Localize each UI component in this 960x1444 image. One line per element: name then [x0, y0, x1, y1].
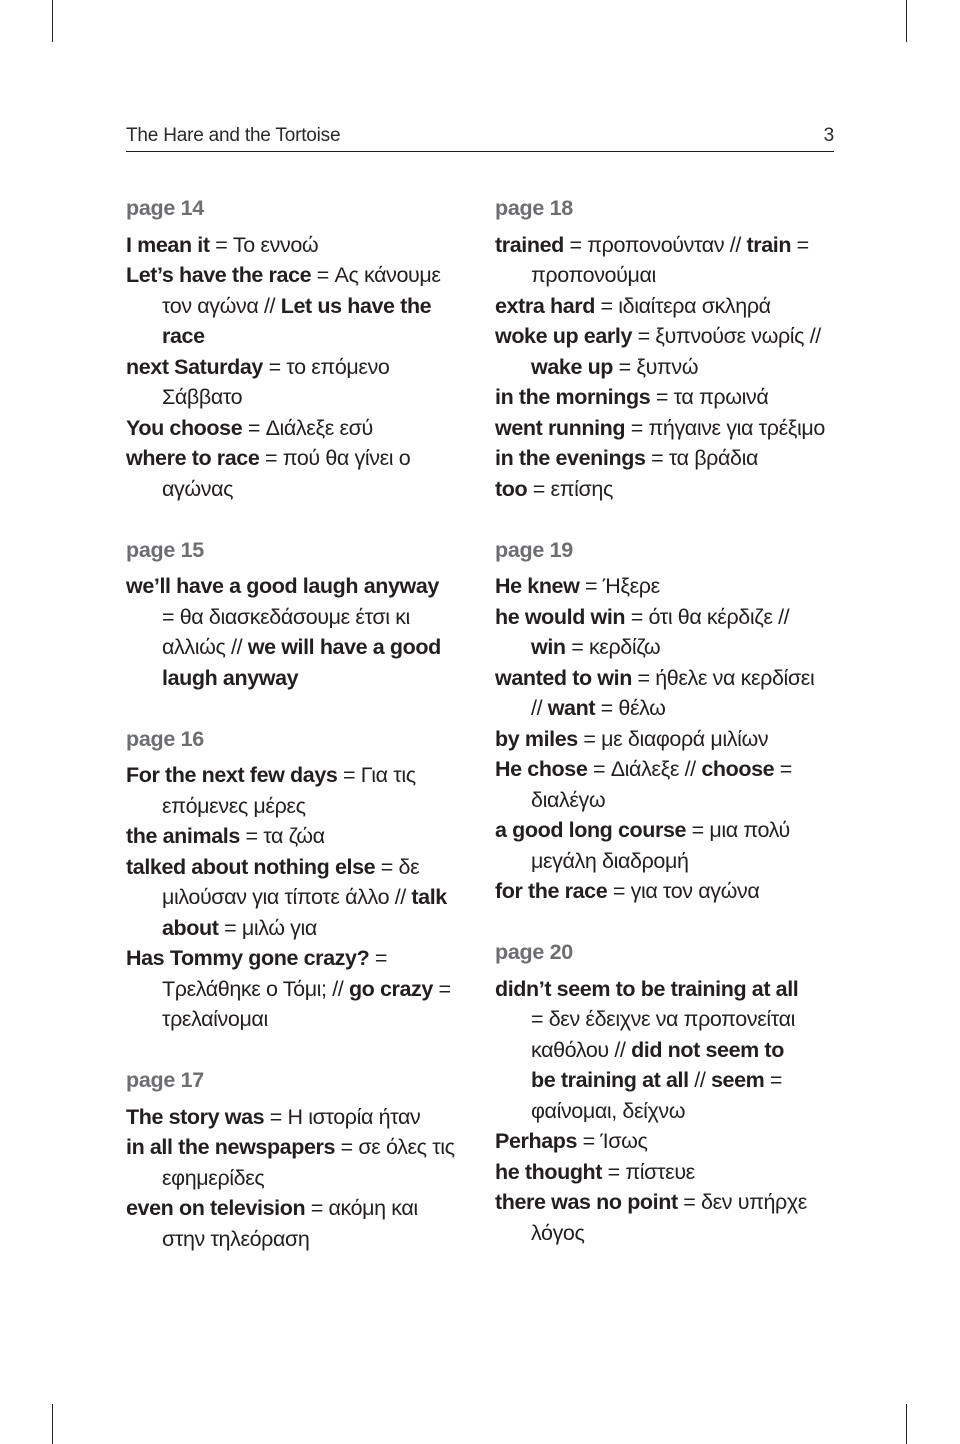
glossary-term: Perhaps: [495, 1129, 578, 1153]
glossary-term: race: [162, 324, 205, 348]
glossary-term: about: [162, 915, 219, 940]
glossary-term: win: [531, 635, 566, 659]
glossary-line: [126, 291, 476, 322]
glossary-translation: = ακόμη και: [305, 1196, 418, 1220]
glossary-line: [495, 352, 845, 383]
glossary-term: in the evenings: [495, 446, 646, 470]
glossary-translation: μεγάλη διαδρομή: [531, 848, 689, 873]
glossary-term: we’ll have a good laugh anyway: [126, 574, 439, 598]
glossary-line: [495, 663, 845, 694]
glossary-translation: = Διάλεξε //: [587, 757, 702, 781]
glossary-translation: = προπονούνταν //: [563, 232, 747, 257]
glossary-line: [495, 474, 845, 505]
glossary-line: [495, 1004, 845, 1035]
glossary-line: [495, 815, 845, 846]
glossary-term: You choose: [126, 415, 243, 440]
glossary-translation: = πίστευε: [602, 1159, 695, 1184]
glossary-line: [126, 821, 476, 852]
glossary-term: in the mornings: [495, 385, 651, 409]
glossary-term: next Saturday: [126, 354, 263, 379]
glossary-line: [495, 754, 845, 785]
glossary-translation: = Διάλεξε εσύ: [242, 415, 373, 440]
glossary-line: [495, 260, 845, 291]
glossary-translation: = πήγαινε για τρέξιμο: [625, 415, 825, 440]
glossary-line: [126, 852, 476, 883]
glossary-translation: = Για τις: [337, 763, 416, 787]
glossary-line: [126, 260, 476, 291]
glossary-translation: = τα ζώα: [239, 824, 325, 848]
glossary-term: he would win: [495, 604, 626, 629]
glossary-line: [126, 1004, 476, 1035]
glossary-term: we will have a good: [247, 635, 441, 659]
glossary-line: [126, 571, 476, 602]
glossary-translation: λόγος: [531, 1220, 585, 1245]
glossary-term: train: [746, 232, 792, 257]
glossary-translation: προπονούμαι: [531, 263, 656, 287]
crop-mark-bottom-left: [52, 1404, 53, 1444]
glossary-line: [126, 321, 476, 352]
glossary-translation: = μια πολύ: [686, 818, 790, 842]
glossary-term: wake up: [531, 354, 614, 379]
glossary-line: [495, 632, 845, 663]
glossary-section: [495, 193, 845, 504]
glossary-line: [126, 1193, 476, 1224]
glossary-section: [126, 724, 476, 1035]
glossary-translation: = το επόμενο: [263, 354, 390, 379]
glossary-translation: = ότι θα κέρδιζε //: [625, 604, 790, 629]
crop-mark-bottom-right: [906, 1404, 907, 1444]
page-number: 3: [823, 125, 834, 146]
glossary-term: there was no point: [495, 1190, 678, 1214]
glossary-translation: αλλιώς //: [162, 635, 248, 659]
glossary-term: he thought: [495, 1159, 603, 1184]
glossary-line: [495, 321, 845, 352]
glossary-term: the animals: [126, 824, 240, 848]
glossary-term: by miles: [495, 726, 578, 751]
glossary-translation: = τα πρωινά: [650, 385, 769, 409]
glossary-term: He knew: [495, 574, 580, 598]
glossary-translation: = ιδιαίτερα σκληρά: [594, 293, 771, 318]
glossary-term: too: [495, 476, 528, 501]
glossary-term: choose: [701, 757, 775, 781]
glossary-term: even on television: [126, 1196, 306, 1220]
glossary-line: [495, 443, 845, 474]
glossary-line: [126, 382, 476, 413]
glossary-translation: Τρελάθηκε ο Τόμι; //: [162, 976, 349, 1001]
glossary-line: [126, 230, 476, 261]
glossary-line: [126, 1163, 476, 1194]
section-page-label: page 14: [126, 196, 204, 220]
glossary-translation: = δε: [375, 854, 420, 879]
glossary-translation: = μιλώ για: [218, 915, 317, 940]
glossary-line: [495, 785, 845, 816]
glossary-line: [495, 693, 845, 724]
section-page-label: page 18: [495, 196, 573, 220]
book-title: The Hare and the Tortoise: [126, 125, 341, 146]
glossary-term: extra hard: [495, 293, 595, 318]
glossary-translation: = ξυπνώ: [613, 354, 699, 379]
glossary-line: [495, 974, 845, 1005]
glossary-translation: τον αγώνα //: [162, 293, 281, 318]
glossary-translation: στην τηλεόραση: [162, 1226, 310, 1251]
glossary-line: [126, 1224, 476, 1255]
glossary-line: [126, 882, 476, 913]
glossary-translation: //: [688, 1068, 711, 1092]
glossary-translation: = θα διασκεδάσουμε έτσι κι: [162, 604, 410, 629]
glossary-term: talked about nothing else: [126, 854, 376, 879]
glossary-term: I mean it: [126, 232, 210, 257]
glossary-translation: = Το εννοώ: [209, 232, 319, 257]
glossary-translation: = ήθελε να κερδίσει: [631, 665, 815, 690]
glossary-line: [126, 1132, 476, 1163]
glossary-line: [126, 352, 476, 383]
glossary-translation: αγώνας: [162, 476, 234, 501]
glossary-line: [495, 1065, 845, 1096]
glossary-translation: = Ήξερε: [579, 574, 660, 598]
glossary-translation: = με διαφορά μιλίων: [577, 726, 769, 751]
glossary-translation: //: [531, 696, 548, 720]
glossary-term: where to race: [126, 446, 260, 470]
glossary-term: went running: [495, 415, 626, 440]
glossary-line: [126, 474, 476, 505]
section-page-label: page 20: [495, 940, 573, 964]
glossary-section: [495, 937, 845, 1248]
glossary-translation: = για τον αγώνα: [607, 879, 760, 903]
glossary-term: talk: [411, 885, 447, 909]
glossary-line: [495, 230, 845, 261]
glossary-line: [495, 724, 845, 755]
section-page-label: page 16: [126, 726, 204, 751]
glossary-translation: =: [764, 1068, 783, 1092]
glossary-translation: = επίσης: [527, 476, 613, 501]
glossary-line: [495, 1035, 845, 1066]
glossary-line: [495, 602, 845, 633]
crop-mark-top-right: [906, 0, 907, 42]
glossary-translation: καθόλου //: [531, 1037, 632, 1062]
glossary-term: for the race: [495, 879, 608, 903]
glossary-term: in all the newspapers: [126, 1135, 336, 1159]
glossary-term: He chose: [495, 757, 588, 781]
glossary-line: [495, 413, 845, 444]
glossary-line: [126, 1102, 476, 1133]
glossary-translation: = θέλω: [595, 696, 666, 720]
glossary-term: The story was: [126, 1104, 265, 1129]
glossary-section: [495, 535, 845, 907]
glossary-section: [126, 535, 476, 694]
glossary-term: go crazy: [348, 976, 433, 1001]
glossary-term: trained: [495, 232, 564, 257]
glossary-translation: Σάββατο: [162, 385, 243, 409]
glossary-section: [126, 1065, 476, 1254]
glossary-term: For the next few days: [126, 763, 338, 787]
glossary-line: [495, 1218, 845, 1249]
glossary-column-left: [126, 193, 476, 1285]
glossary-line: [495, 291, 845, 322]
glossary-line: [495, 1187, 845, 1218]
running-head: [126, 121, 834, 152]
glossary-term: Has Tommy gone crazy?: [126, 946, 370, 970]
glossary-translation: =: [369, 946, 388, 970]
glossary-translation: διαλέγω: [531, 787, 606, 812]
glossary-line: [126, 913, 476, 944]
glossary-translation: = τα βράδια: [645, 446, 759, 470]
glossary-term: didn’t seem to be training at all: [495, 976, 799, 1001]
glossary-translation: = πού θα γίνει ο: [259, 446, 411, 470]
glossary-term: woke up early: [495, 324, 632, 348]
glossary-term: a good long course: [495, 818, 687, 842]
glossary-translation: = ξυπνούσε νωρίς //: [632, 324, 821, 348]
glossary-translation: =: [774, 757, 792, 781]
section-page-label: page 19: [495, 537, 573, 562]
glossary-line: [126, 974, 476, 1005]
glossary-translation: = δεν έδειχνε να προπονείται: [531, 1007, 795, 1031]
glossary-translation: =: [432, 976, 451, 1001]
glossary-term: Let us have the: [280, 293, 432, 318]
glossary-translation: εφημερίδες: [162, 1165, 265, 1190]
glossary-column-right: [495, 193, 845, 1279]
glossary-line: [495, 1096, 845, 1127]
glossary-translation: φαίνομαι, δείχνω: [531, 1098, 686, 1123]
glossary-line: [495, 382, 845, 413]
glossary-translation: = Ας κάνουμε: [311, 263, 441, 287]
glossary-line: [126, 632, 476, 663]
section-page-label: page 15: [126, 537, 204, 562]
glossary-translation: = κερδίζω: [565, 635, 661, 659]
glossary-line: [495, 876, 845, 907]
glossary-translation: τρελαίνομαι: [162, 1007, 268, 1031]
glossary-line: [126, 602, 476, 633]
section-page-label: page 17: [126, 1068, 204, 1092]
glossary-term: did not seem to: [631, 1037, 784, 1062]
glossary-line: [495, 1126, 845, 1157]
glossary-line: [126, 443, 476, 474]
glossary-term: laugh anyway: [162, 665, 299, 690]
glossary-translation: = Ίσως: [577, 1129, 648, 1153]
glossary-translation: = δεν υπήρχε: [677, 1190, 807, 1214]
glossary-line: [126, 943, 476, 974]
glossary-term: Let’s have the race: [126, 263, 312, 287]
glossary-translation: επόμενες μέρες: [162, 793, 306, 818]
glossary-translation: = σε όλες τις: [335, 1135, 455, 1159]
glossary-line: [126, 791, 476, 822]
glossary-translation: =: [791, 232, 809, 257]
glossary-line: [495, 1157, 845, 1188]
glossary-line: [126, 413, 476, 444]
glossary-term: want: [547, 696, 596, 720]
crop-mark-top-left: [52, 0, 53, 42]
glossary-term: be training at all: [531, 1068, 689, 1092]
glossary-line: [495, 571, 845, 602]
glossary-line: [495, 846, 845, 877]
glossary-term: wanted to win: [495, 665, 632, 690]
glossary-line: [126, 663, 476, 694]
glossary-line: [126, 760, 476, 791]
glossary-translation: = Η ιστορία ήταν: [264, 1104, 421, 1129]
glossary-translation: μιλούσαν για τίποτε άλλο //: [162, 885, 412, 909]
glossary-term: seem: [710, 1068, 765, 1092]
glossary-section: [126, 193, 476, 504]
